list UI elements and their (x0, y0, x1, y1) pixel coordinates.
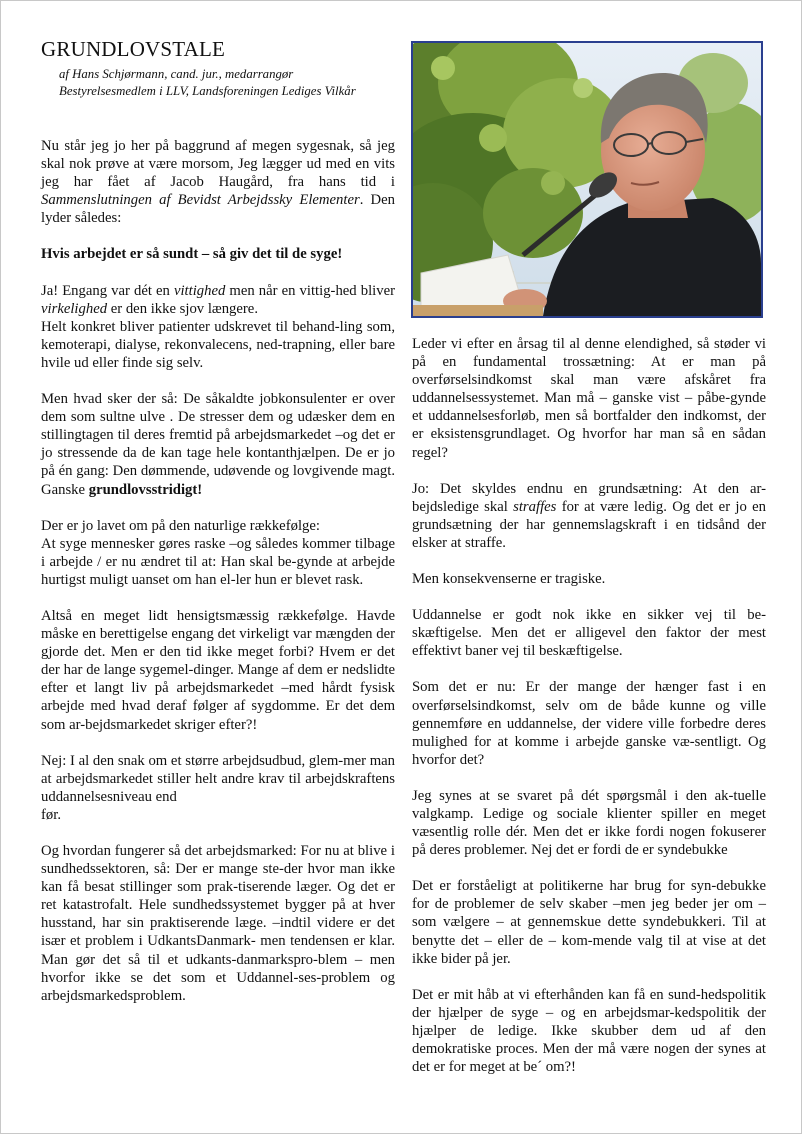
paragraph: Leder vi efter en årsag til al denne elendighed, så støder vi på en fundamental trossætning: At er man på overførselsindkomst skal man være afskåret fra uddannelsessystemet. Man må – ganske vist – påbe-gynde et uddannelsesforløb, men så bortfalder den indkomst, der er eksistensgrundlaget. Og hvorfor har man så en sådan regel? (412, 336, 766, 461)
paragraph: Men hvad sker der så: De såkaldte jobkonsulenter er over dem som sultne ulve . De stresser dem og udæsker dem en stillingtagen til deres fremtid på arbejdsmarkedet –og det er jo stressende da de kan tage hele kontanthjælpen. De er jo på én gang: Den dømmende, udøvende og lovgivende magt. Ganske grundlovsstridigt! (41, 391, 395, 498)
paragraph: Jo: Det skyldes endnu en grundsætning: At den ar-bejdsledige skal straffes for at være ledig. Og det er jo en grundsætning der har gennemslagskraft i en tidsånd der elsker at straffe. (412, 480, 766, 551)
paragraph: Men konsekvenserne er tragiske. (412, 571, 606, 588)
paragraph: Nu står jeg jo her på baggrund af megen sygesnak, så jeg skal nok prøve at være morsom, Jeg lægger ud med en vits jeg har fået af Jacob Haugård, fra hans tid i Sammenslutningen af Bevidst Arbejdssky Elementer. Den lyder således: (41, 138, 395, 227)
paragraph: Nej: I al den snak om et større arbejdsudbud, glem-mer man at arbejdsmarkedet stiller helt andre krav til arbejdskraftens uddannelsesniveau end før. (41, 752, 395, 823)
paragraph: Og hvordan fungerer så det arbejdsmarked: For nu at blive i sundhedssektoren, så: Der er mange ste-der hvor man ikke kan få besat stillinger som prak-tiserende læger. Og det er ret katastrofalt. Hele sundhedssystemet bygger på at hver husstand, har sin praktiserende læge. –indtil videre er det især et problem i UdkantsDanmark- men tendensen er klar. Man gør det så til et udkants-danmarkspro-blem – men hvorfor ikke se det som et Uddannel-ses-problem og arbejdsmarkedsproblem. (41, 843, 395, 1004)
article-title: GRUNDLOVSTALE (41, 37, 226, 61)
left-text-column (41, 137, 395, 1023)
speaker-photo (411, 41, 763, 318)
paragraph: Uddannelse er godt nok ikke en sikker vej til be-skæftigelse. Men det er alligevel den faktor der mest effektivt baner vej til beskæftigelse. (412, 607, 766, 660)
headline-joke: Hvis arbejdet er så sundt – så giv det til de syge! (41, 246, 343, 263)
byline-role: Bestyrelsesmedlem i LLV, Landsforeningen Lediges Vilkår (59, 84, 356, 98)
speaker-photo-image (413, 43, 761, 316)
paragraph: Jeg synes at se svaret på dét spørgsmål i den ak-tuelle valgkamp. Ledige og sociale klienter spiller en meget væsentlig rolle dér. Men det er ikke fordi nogen fokuserer på deres problemer. Nej det er fordi de er syndebukke (412, 787, 766, 859)
paragraph: Altså en meget lidt hensigtsmæssig rækkefølge. Havde måske en berettigelse engang det virkeligt var mængden der gjorde det. Men er den tid ikke meget forbi? Hvem er det der har de lange sygemel-dinger. Mange af dem er nedslidte efter et langt liv på arbejdsmarkedet –med hårdt fysisk arbejde med hvad deraf følger af sygdomme. Er det dem som ar-bejdsmarkedet skriger efter?! (41, 607, 395, 733)
byline (59, 66, 404, 100)
right-text-column (412, 335, 766, 1094)
paragraph: Som det er nu: Er der mange der hænger fast i en overførselsindkomst, selv om de både kunne og ville gennemføre en uddannelse, der videre ville forbedre deres mulighed for at komme i arbejde ganske væ-sentligt. Og hvorfor det? (412, 679, 766, 768)
byline-author: af Hans Schjørmann, cand. jur., medarrangør (59, 67, 294, 81)
paragraph: Der er jo lavet om på den naturlige rækkefølge: At syge mennesker gøres raske –og således kommer tilbage i arbejde / er nu ændret til at: Han skal be-gynde at arbejde hurtigst muligt uanset om han el-ler hun er blevet rask. (41, 517, 395, 588)
paragraph: Det er forståeligt at politikerne har brug for syn-debukke for de problemer de selv skaber –men jeg beder jer om – som vælgere – at gennemskue dette syndebukkeri. Til at benytte det – eller de – kom-mende valg til at vise at det ikke bider på jer. (412, 878, 766, 967)
paragraph: Ja! Engang var dét en vittighed men når en vittig-hed bliver virkelighed er den ikke sjov længere. Helt konkret bliver patienter udskrevet til behand-ling som, kemoterapi, dialyse, rekonvalecens, ned-trapning, eller bare hvile ud eller finde sig selv. (41, 282, 395, 371)
paragraph: Det er mit håb at vi efterhånden kan få en sund-hedspolitik der hjælper de syge – og en arbejdsmar-kedspolitik der hjælper de ledige. Ikke skubber dem ud af den demokratiske proces. Men der må være nogen der synes at det er for meget at be´ om?! (412, 986, 766, 1076)
